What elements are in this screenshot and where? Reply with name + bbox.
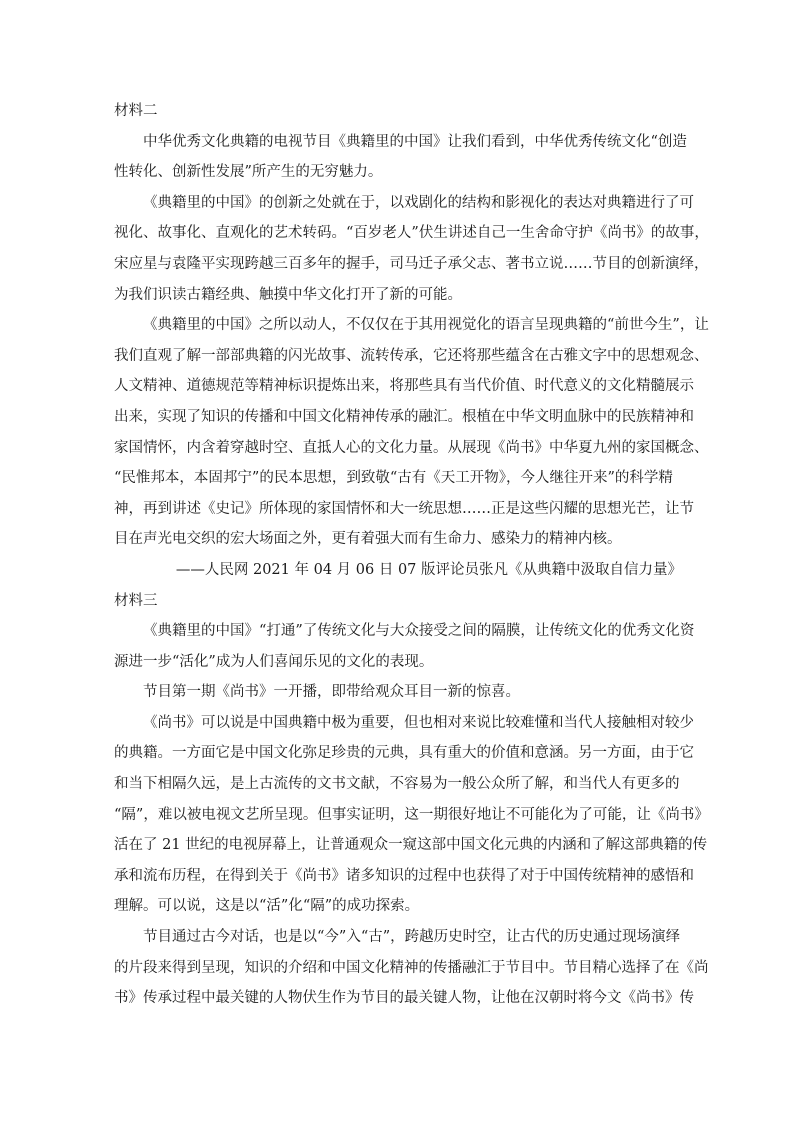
paragraph-line: 承和流布历程，在得到关于《尚书》诸多知识的过程中也获得了对于中国传统精神的感悟和 [114,867,694,884]
paragraph-line: 目在声光电交织的宏大场面之外，更有着强大而有生命力、感染力的精神内核。 [114,531,622,548]
paragraph-line: 《尚书》可以说是中国典籍中极为重要，但也相对来说比较难懂和当代人接触相对较少 [143,714,694,731]
paragraph-line: 性转化、创新性发展”所产生的无穷魅力。 [114,164,383,181]
paragraph-line: 的典籍。一方面它是中国文化弥足珍贵的元典，具有重大的价值和意涵。另一方面，由于它 [114,745,694,762]
paragraph-line: 家国情怀，内含着穿越时空、直抵人心的文化力量。从展现《尚书》中华夏九州的家国概念、 [114,439,709,456]
section-heading-2: 材料二 [114,103,158,119]
paragraph-line: 《典籍里的中国》的创新之处就在于，以戏剧化的结构和影视化的表达对典籍进行了可 [143,194,694,211]
paragraph-line: 中华优秀文化典籍的电视节目《典籍里的中国》让我们看到，中华优秀传统文化“创造 [143,133,687,150]
paragraph-line: 视化、故事化、直观化的艺术转码。“百岁老人”伏生讲述自己一生舍命守护《尚书》的故事， [114,225,709,242]
paragraph-line: 和当下相隔久远，是上古流传的文书文献，不容易为一般公众所了解，和当代人有更多的 [114,776,680,793]
source-citation: ——人民网 2021 年 04 月 06 日 07 版评论员张凡《从典籍中汲取自信力量》 [175,561,682,578]
paragraph-line: 源进一步“活化”成为人们喜闻乐见的文化的表现。 [114,653,434,670]
section-2-body [114,127,709,586]
paragraph-line: 宋应星与袁隆平实现跨越三百多年的握手，司马迁子承父志、著书立说……节目的创新演绎， [114,255,709,272]
paragraph-line: 出来，实现了知识的传播和中国文化精神传承的融汇。根植在中华文明血脉中的民族精神和 [114,408,694,425]
paragraph-line: 节目第一期《尚书》一开播，即带给观众耳目一新的惊喜。 [143,684,520,701]
paragraph-line: “民惟邦本，本固邦宁”的民本思想，到致敬“古有《天工开物》，今人继往开来”的科学精 [114,470,673,487]
document-page [114,96,709,1014]
section-3-body [114,616,709,1014]
paragraph-line: 活在了 21 世纪的电视屏幕上，让普通观众一窥这部中国文化元典的内涵和了解这部典籍的传 [114,837,708,854]
paragraph-line: 的片段来得到呈现，知识的介绍和中国文化精神的传播融汇于节目中。节目精心选择了在《尚 [114,959,709,976]
paragraph-line: 理解。可以说，这是以“活”化“隔”的成功探索。 [114,898,420,915]
paragraph-line: 人文精神、道德规范等精神标识提炼出来，将那些具有当代价值、时代意义的文化精髓展示 [114,378,694,395]
paragraph-line: 《典籍里的中国》之所以动人，不仅仅在于其用视觉化的语言呈现典籍的“前世今生”，让 [143,317,709,334]
paragraph-line: 《典籍里的中国》“打通”了传统文化与大众接受之间的隔膜，让传统文化的优秀文化资 [143,623,695,640]
paragraph-line: 节目通过古今对话，也是以“今”入“古”，跨越历史时空，让古代的历史通过现场演绎 [143,929,681,946]
paragraph-line: 神，再到讲述《史记》所体现的家国情怀和大一统思想……正是这些闪耀的思想光芒，让节 [114,500,694,517]
paragraph-line: 我们直观了解一部部典籍的闪光故事、流转传承，它还将那些蕴含在古雅文字中的思想观念、 [114,347,709,364]
section-heading-3: 材料三 [114,592,158,609]
paragraph-line: “隔”，难以被电视文艺所呈现。但事实证明，这一期很好地让不可能化为了可能，让《尚书》 [114,806,709,823]
paragraph-line: 为我们识读古籍经典、触摸中华文化打开了新的可能。 [114,286,462,303]
paragraph-line: 书》传承过程中最关键的人物伏生作为节目的最关键人物，让他在汉朝时将今文《尚书》传 [114,990,694,1007]
